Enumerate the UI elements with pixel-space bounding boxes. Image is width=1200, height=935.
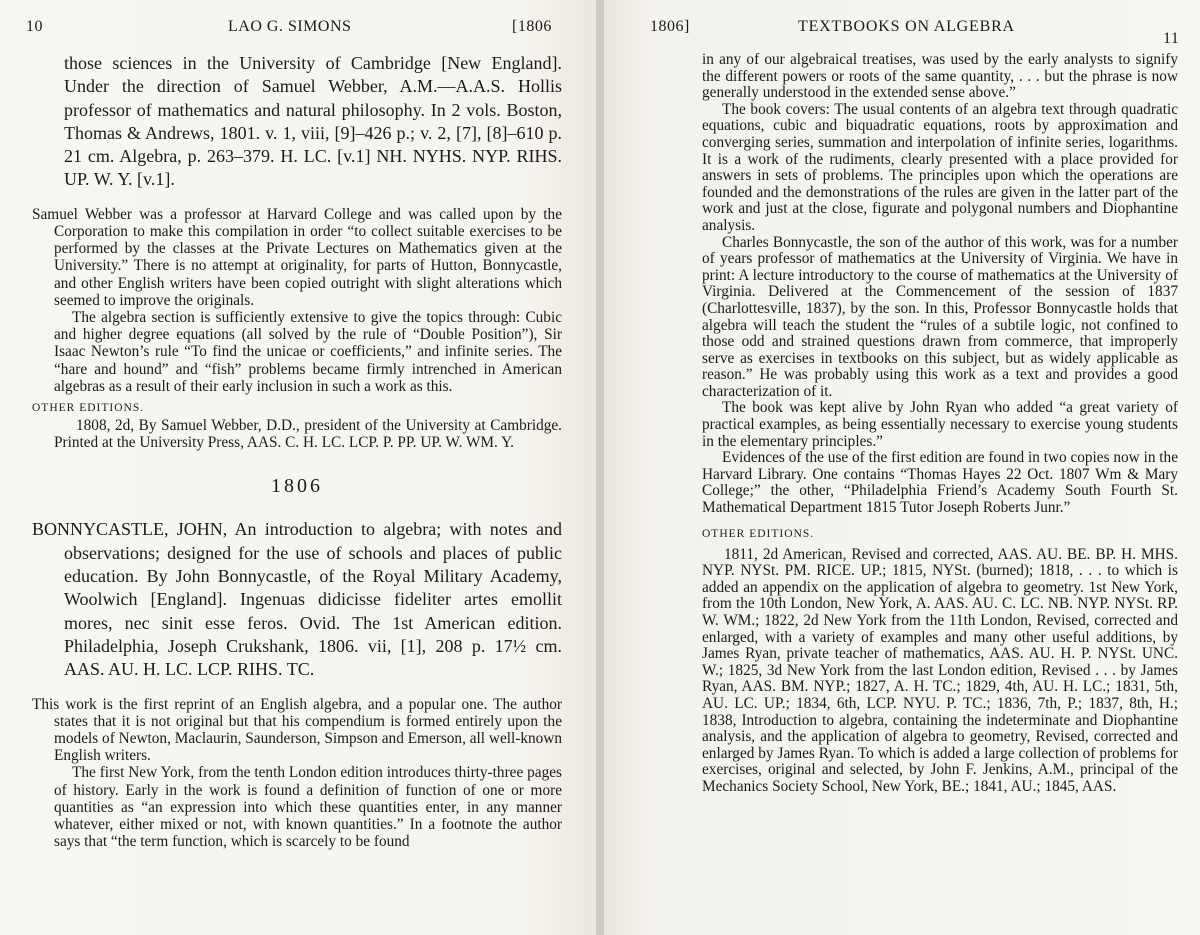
annotation-paragraph: Evidences of the use of the first edition are found in two copies now in the Harvard Library. One contains “Thomas Hayes 22 Oct. 1807 Wm & Mary College;” the other, “Philadelphia Friend’s Academy South Fourth St. Mathematical Department 1815 Tutor Joseph Roberts Junr.”	[702, 449, 1178, 517]
annotation-paragraph: This work is the first reprint of an English algebra, and a popular one. The author states that it is not original but that his compendium is formed entirely upon the models of Newton, Maclaurin, Saunderson, Simpson and Emerson, all well-known English writers.	[32, 695, 562, 765]
annotation-paragraph: The algebra section is sufficiently extensive to give the topics through: Cubic and higher degree equations (all solved by the rule of “Double Position”), Sir Isaac Newton’s rule “To find the unicae or coefficients,” and infinite series. The “hare and hound” and “fish” problems became firmly intrenched in American algebras as a result of their early inclusion in such a work as this.	[54, 309, 562, 395]
right-page	[600, 0, 1200, 935]
annotation-paragraph: The book was kept alive by John Ryan who added “a great variety of practical examples, as being essentially necessary to exercise young students in the elementary principles.”	[702, 399, 1178, 450]
annotation-paragraph: The first New York, from the tenth London edition introduces thirty-three pages of history. Early in the work is found a definition of function of one or more quantities as “an expression into which these quantities enter, in any manner whatever, either mixed or not, with known quantities.” In a footnote the author says that “the term function, which is scarcely to be found	[54, 764, 562, 851]
annotation-paragraph: Charles Bonnycastle, the son of the author of this work, was for a number of years professor of mathematics at the University of Virginia. We have in print: A lecture introductory to the course of mathematics at the University of Virginia. Delivered at the Commencement of the session of 1837 (Charlottesville, 1837), by the son. In this, Professor Bonnycastle holds that algebra will teach the student the “rules of a subtile logic, not confined to those odd and strained questions drawn from commerce, that improperly serve as exercises in textbooks on this subject, but as widely applicable as reason.” He was probably using this work as a text and provides a good characterization of it.	[702, 233, 1178, 400]
bibliography-entry: those sciences in the University of Cambridge [New England]. Under the direction of Samuel Webber, A.M.—A.A.S. Hollis professor of mathematics and natural philosophy. In 2 vols. Boston, Thomas & Andrews, 1801. v. 1, viii, [9]–426 p.; v. 2, [7], [8]–610 p. 21 cm. Algebra, p. 263–379. H. LC. [v.1] NH. NYHS. NYP. RIHS. UP. W. Y. [v.1].	[64, 53, 562, 190]
bibliography-entry: BONNYCASTLE, JOHN, An introduction to algebra; with notes and observations; designed for the use of schools and places of public education. By John Bonnycastle, of the Royal Military Academy, Woolwich [England]. Ingenuas didicisse fideliter artes emollit mores, nec sinit esse feros. Ovid. The 1st American edition. Philadelphia, Joseph Crukshank, 1806. vii, [1], 208 p. 17½ cm. AAS. AU. H. LC. LCP. RIHS. TC.	[32, 519, 562, 680]
edition-list: 1811, 2d American, Revised and corrected, AAS. AU. BE. BP. H. MHS. NYP. NYSt. PM. RICE. UP.; 1815, NYSt. (burned); 1818, . . . to which is added an appendix on the application of algebra to geometry. 1st New York, from the 10th London, New York, A. AAS. AU. C. LC. NB. NYP. NYSt. RP. W. WM.; 1822, 2d New York from the 11th London, Revised, corrected and enlarged, with a variety of examples and many other useful additions, by James Ryan, private teacher of mathematics, AAS. AU. H. P. NYSt. UNC. W.; 1825, 3d New York from the last London edition, Revised . . . by James Ryan, AAS. BM. NYP.; 1827, A. H. TC.; 1829, 4th, AU. H. LC.; 1831, 5th, AU. LC. UP.; 1834, 6th, LCP. NYU. P. TC.; 1836, 7th, P.; 1837, 8th, H.; 1838, Introduction to algebra, containing the indeterminate and Diophantine analysis, and the application of algebra to geometry, Revised, corrected and enlarged by James Ryan. To which is added a large collection of problems for exercises, original and selected, by John F. Jenkins, A.M., principal of the Mechanics Society School, New York, BE.; 1841, AU.; 1845, AAS.	[702, 545, 1178, 795]
running-head-title: LAO G. SIMONS	[228, 18, 352, 35]
other-editions-label: OTHER EDITIONS.	[702, 527, 815, 540]
edition-list: 1808, 2d, By Samuel Webber, D.D., president of the University at Cambridge. Printed at the University Press, AAS. C. H. LC. LCP. P. PP. UP. W. WM. Y.	[54, 417, 562, 452]
page-number: 10	[26, 18, 43, 35]
annotation-paragraph: in any of our algebraical treatises, was used by the early analysts to signify the different powers or roots of the same quantity, . . . but the phrase is now generally understood in the extended sense above.”	[702, 51, 1178, 102]
left-column	[32, 52, 562, 850]
annotation-paragraph: The book covers: The usual contents of an algebra text through quadratic equations, cubic and biquadratic equations, roots by approximation and converging series, summation and interpolation of infinite series, logarithms. It is a work of the rudiments, clearly presented with a place provided for answers in sets of problems. The principles upon which the operations are founded and the demonstrations of the rules are given in the latter part of the work and just at the close, figurate and polygonal numbers and Diophantine analysis.	[702, 100, 1178, 234]
year-heading: 1806	[271, 475, 323, 498]
page-number: 11	[1163, 30, 1180, 47]
running-head-year: 1806]	[650, 18, 690, 35]
right-column	[702, 52, 1178, 796]
running-head-year: [1806	[512, 18, 552, 35]
annotation-paragraph: Samuel Webber was a professor at Harvard College and was called upon by the Corporation to make this compilation in order “to collect suitable exercises to be performed by the classes at the Private Lectures on Mathematics given at the University.” There is no attempt at originality, for parts of Hutton, Bonnycastle, and other English writers have been copied outright with slight alterations which seemed to improve the originals.	[32, 205, 562, 309]
other-editions-label: OTHER EDITIONS.	[32, 402, 145, 415]
running-head-title: TEXTBOOKS ON ALGEBRA	[798, 18, 1015, 35]
book-gutter	[596, 0, 604, 935]
